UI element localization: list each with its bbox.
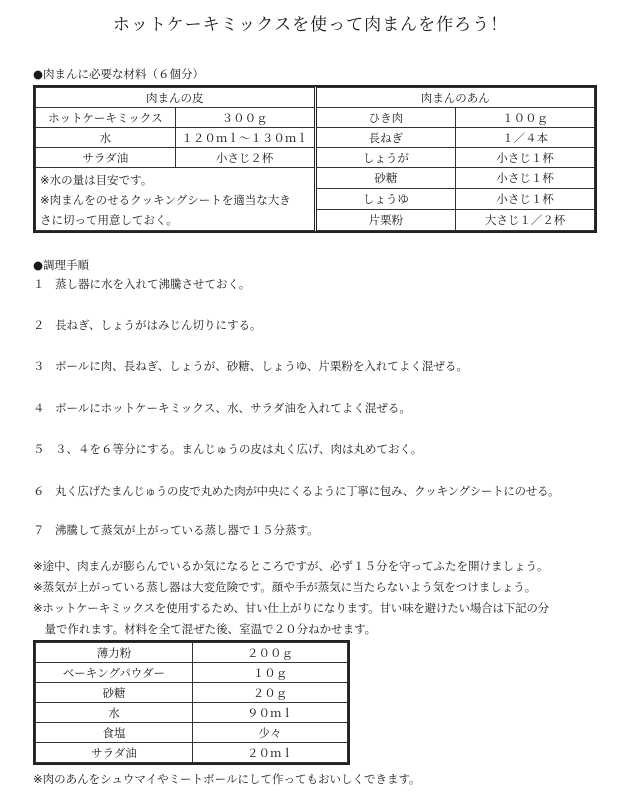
step-text: 蒸し器に水を入れて沸騰させておく。 xyxy=(55,277,251,291)
ingredient-notes xyxy=(36,168,316,231)
ingredient-amount: 小さじ２杯 xyxy=(175,148,315,168)
note-line: ※肉まんをのせるクッキングシートを適当な大き xyxy=(40,193,291,207)
step-text: ボールに肉、長ねぎ、しょうが、砂糖、しょうゆ、片栗粉を入れてよく混ぜる。 xyxy=(55,359,468,373)
ingredient-amount: 少々 xyxy=(193,723,348,743)
ingredient-name: ベーキングパウダー xyxy=(36,663,193,683)
table-row xyxy=(36,168,595,189)
ingredient-amount: 小さじ１杯 xyxy=(456,168,595,189)
step-number: １ xyxy=(33,277,45,291)
footer-note: ※肉のあんをシュウマイやミートボールにして作ってもおいしくできます。 xyxy=(33,772,421,786)
step-item xyxy=(33,276,250,292)
ingredient-amount: １２０ｍｌ～１３０ｍｌ xyxy=(175,128,315,148)
table-header-row xyxy=(36,88,595,108)
table-row xyxy=(36,663,348,683)
ingredient-name: 薄力粉 xyxy=(36,643,193,663)
ingredient-name: 片栗粉 xyxy=(315,210,456,231)
ingredient-amount: 大さじ１／２杯 xyxy=(456,210,595,231)
ingredient-amount: ２０ｍｌ xyxy=(193,743,348,763)
step-item xyxy=(33,441,422,457)
ingredient-name: 水 xyxy=(36,703,193,723)
step-item xyxy=(33,358,468,374)
step-text: 沸騰して蒸気が上がっている蒸し器で１５分蒸す。 xyxy=(55,523,319,537)
ingredient-name: ホットケーキミックス xyxy=(36,108,176,128)
ingredient-name: ひき肉 xyxy=(315,108,456,128)
note-line: さに切って用意しておく。 xyxy=(40,213,178,227)
table-row xyxy=(36,108,595,128)
table-row xyxy=(36,683,348,703)
table-row xyxy=(36,128,595,148)
ingredient-name: しょうが xyxy=(315,148,456,168)
ingredient-amount: ２００ｇ xyxy=(193,643,348,663)
ingredient-amount: ２０ｇ xyxy=(193,683,348,703)
ingredient-name: 長ねぎ xyxy=(315,128,456,148)
table-row xyxy=(36,703,348,723)
step-text: 長ねぎ、しょうがはみじん切りにする。 xyxy=(55,318,262,332)
ingredient-name: サラダ油 xyxy=(36,743,193,763)
step-item xyxy=(33,400,411,416)
note-line: ※ホットケーキミックスを使用するため、甘い仕上がりになります。甘い味を避けたい場合は下記の分 xyxy=(33,601,549,615)
ingredient-amount: 小さじ１杯 xyxy=(456,189,595,210)
note-line: ※蒸気が上がっている蒸し器は大変危険です。顔や手が蒸気に当たらないよう気をつけましょう。 xyxy=(33,580,537,594)
step-number: ７ xyxy=(33,523,45,537)
alternative-mix-table xyxy=(33,640,350,765)
step-number: ２ xyxy=(33,318,45,332)
ingredients-heading: ●肉まんに必要な材料（６個分） xyxy=(33,67,205,81)
step-number: ４ xyxy=(33,401,45,415)
table-row xyxy=(36,743,348,763)
note-line: ※水の量は目安です。 xyxy=(40,173,153,187)
page-title: ホットケーキミックスを使って肉まんを作ろう！ xyxy=(112,15,509,35)
procedure-heading: ●調理手順 xyxy=(33,258,90,272)
step-number: ５ xyxy=(33,442,45,456)
table-row xyxy=(36,148,595,168)
ingredient-amount: １／４本 xyxy=(456,128,595,148)
ingredient-name: 水 xyxy=(36,128,176,148)
ingredient-name: 砂糖 xyxy=(36,683,193,703)
ingredient-name: サラダ油 xyxy=(36,148,176,168)
step-item xyxy=(33,483,559,499)
step-text: ３、４を６等分にする。まんじゅうの皮は丸く広げ、肉は丸めておく。 xyxy=(55,442,423,456)
note-line: ※途中、肉まんが膨らんでいるか気になるところですが、必ず１５分を守ってふたを開けましょう。 xyxy=(33,559,549,573)
step-number: ６ xyxy=(33,484,45,498)
right-header: 肉まんのあん xyxy=(315,88,595,108)
table-row xyxy=(36,643,348,663)
step-text: ボールにホットケーキミックス、水、サラダ油を入れてよく混ぜる。 xyxy=(55,401,411,415)
ingredient-amount: 小さじ１杯 xyxy=(456,148,595,168)
note-line: 量で作れます。材料を全て混ぜた後、室温で２０分ねかせます。 xyxy=(33,622,377,636)
step-text: 丸く広げたまんじゅうの皮で丸めた肉が中央にくるように丁寧に包み、クッキングシートにのせる。 xyxy=(55,484,560,498)
ingredient-amount: ９０ｍｌ xyxy=(193,703,348,723)
ingredient-name: 砂糖 xyxy=(315,168,456,189)
step-number: ３ xyxy=(33,359,45,373)
ingredients-table xyxy=(33,85,597,233)
ingredient-amount: １００ｇ xyxy=(456,108,595,128)
ingredient-name: しょうゆ xyxy=(315,189,456,210)
step-item xyxy=(33,522,319,538)
left-header: 肉まんの皮 xyxy=(36,88,316,108)
table-row xyxy=(36,723,348,743)
ingredient-amount: １０ｇ xyxy=(193,663,348,683)
step-item xyxy=(33,317,262,333)
ingredient-amount: ３００ｇ xyxy=(175,108,315,128)
ingredient-name: 食塩 xyxy=(36,723,193,743)
